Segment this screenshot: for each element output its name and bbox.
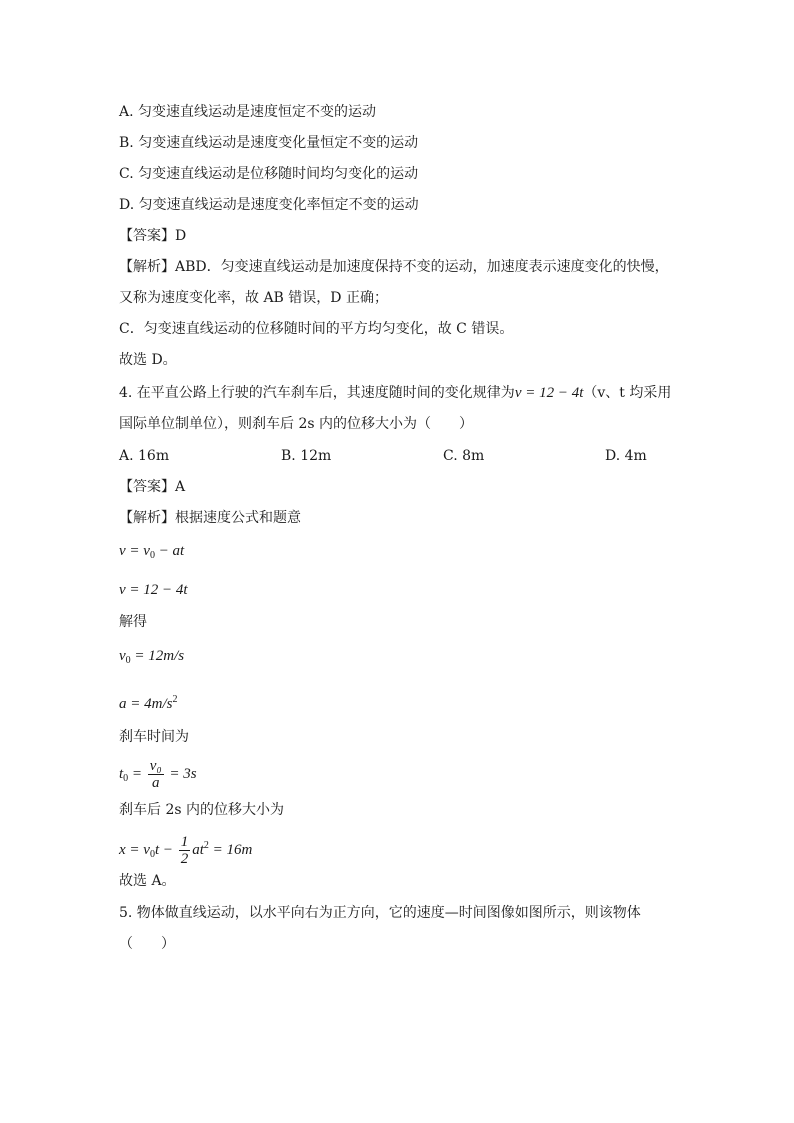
option-a: A. 匀变速直线运动是速度恒定不变的运动 [119,104,377,120]
conclusion-line: 故选 A。 [119,873,176,889]
choice-a: A. 16m [119,448,170,464]
choice-b: B. 12m [281,448,332,464]
question-stem: （ ） [119,936,175,952]
fraction: $\frac{\text{v₀}}{a}$ [149,758,162,792]
question-stem: 国际单位制单位），则刹车后 2s 内的位移大小为（ ） [119,416,473,432]
analysis-line: 又称为速度变化率，故 AB 错误，D 正确； [119,290,388,306]
formula: v = 12 − 4t [514,385,584,401]
analysis-line: 【解析】根据速度公式和题意 [119,510,301,526]
analysis-line: C．匀变速直线运动的位移随时间的平方均匀变化，故 C 错误。 [119,321,514,337]
option-d: D. 匀变速直线运动是速度变化率恒定不变的运动 [119,197,419,213]
text-line: 刹车时间为 [119,729,189,745]
equation: $a = 4m/s^2$ [119,694,178,712]
conclusion-line: 故选 D。 [119,352,177,368]
equation: v = 12 − 4t [119,582,188,598]
text-line: 刹车后 2s 内的位移大小为 [119,802,284,818]
question-stem: 5. 物体做直线运动，以水平向右为正方向，它的速度—时间图像如图所示，则该物体 [119,905,641,921]
choice-d: D. 4m [605,448,647,464]
question-stem: 4. 在平直公路上行驶的汽车刹车后，其速度随时间的变化规律为v = 12 − 4t（v、t 均采用 [119,385,672,401]
equation: $v_0 = 12m/s$ [119,648,185,666]
equation: $v = v_0$ − at [119,543,185,561]
option-b: B. 匀变速直线运动是速度变化量恒定不变的运动 [119,135,419,151]
analysis-line: 【解析】ABD．匀变速直线运动是加速度保持不变的运动，加速度表示速度变化的快慢， [119,259,669,275]
option-c: C. 匀变速直线运动是位移随时间均匀变化的运动 [119,166,419,182]
solve-label: 解得 [119,614,147,630]
equation: $x = v_0t$ − $\frac{1}{2}$ $at^2 = 16m$ [119,834,253,868]
answer-label: 【答案】D [119,228,187,244]
answer-label: 【答案】A [119,479,186,495]
equation: $t_0$ = $\frac{\text{v₀}}{a}$ = 3s [119,758,197,792]
fraction: $\frac{1}{2}$ [180,834,189,868]
choice-c: C. 8m [443,448,485,464]
